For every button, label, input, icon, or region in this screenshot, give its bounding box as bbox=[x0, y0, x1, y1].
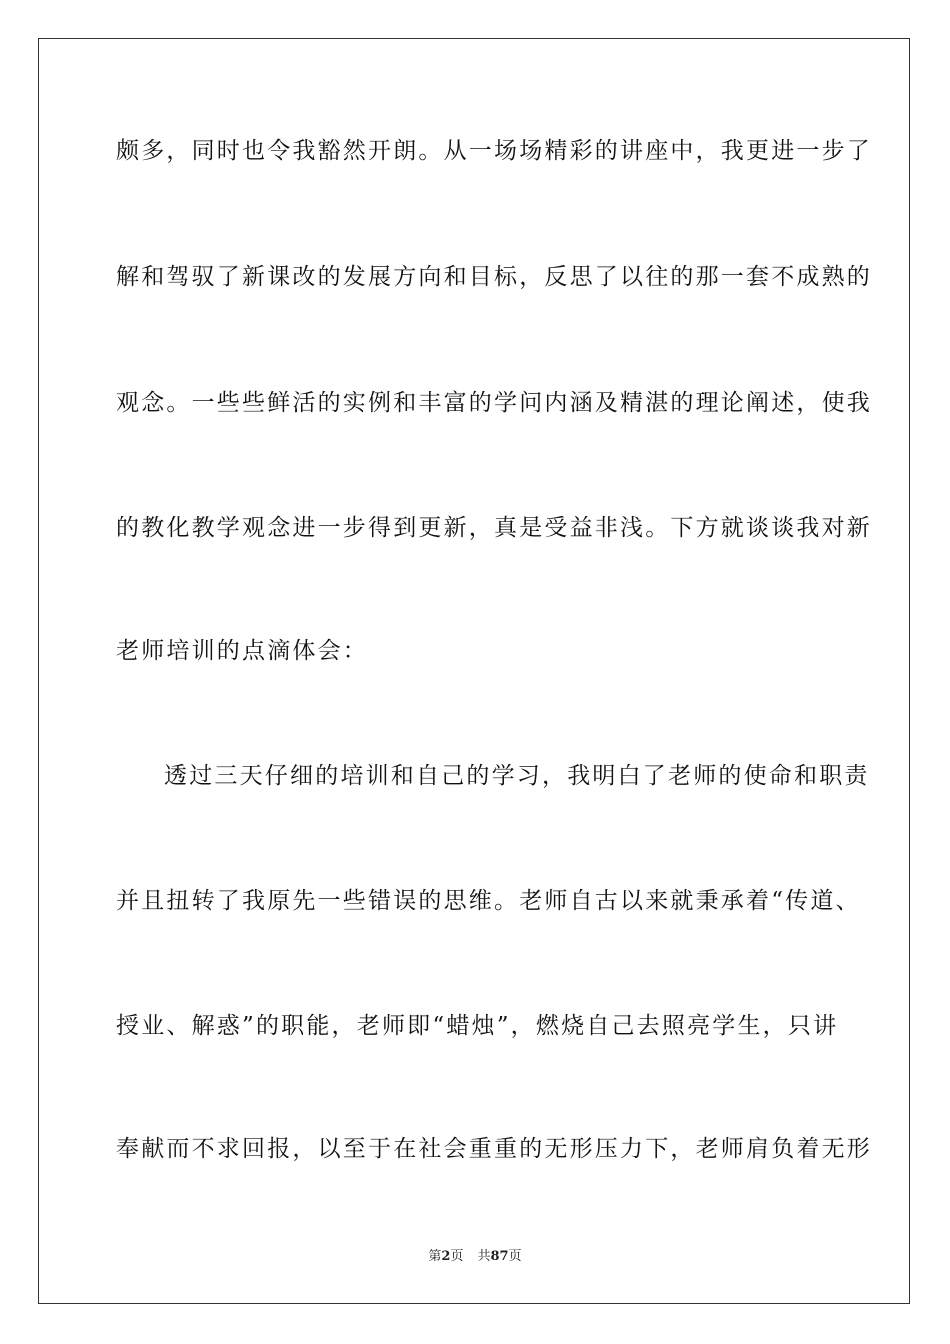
page-border bbox=[38, 38, 910, 1304]
page-prefix: 第 bbox=[428, 1249, 442, 1264]
total-suffix: 页 bbox=[508, 1249, 522, 1264]
paragraph-first-line: 透过三天仔细的培训和自己的学习，我明白了老师的使命和职责 bbox=[164, 763, 870, 789]
text-line: 老师培训的点滴体会： bbox=[116, 638, 368, 664]
page-footer bbox=[0, 1248, 950, 1266]
page-suffix: 页 bbox=[450, 1249, 464, 1264]
text-line: 颇多，同时也令我豁然开朗。从一场场精彩的讲座中，我更进一步了 bbox=[116, 138, 872, 164]
text-line: 解和驾驭了新课改的发展方向和目标，反思了以往的那一套不成熟的 bbox=[116, 264, 872, 290]
total-prefix: 共 bbox=[477, 1249, 491, 1264]
total-pages: 87 bbox=[490, 1249, 509, 1264]
text-line: 奉献而不求回报，以至于在社会重重的无形压力下，老师肩负着无形 bbox=[116, 1136, 872, 1162]
text-line: 并且扭转了我原先一些错误的思维。老师自古以来就秉承着“传道、 bbox=[116, 888, 861, 914]
text-line: 观念。一些些鲜活的实例和丰富的学问内涵及精湛的理论阐述，使我 bbox=[116, 390, 872, 416]
text-line: 的教化教学观念进一步得到更新，真是受益非浅。下方就谈谈我对新 bbox=[116, 515, 872, 541]
page-number: 2 bbox=[441, 1249, 451, 1264]
text-line: 授业、解惑”的职能，老师即“蜡烛”，燃烧自己去照亮学生，只讲 bbox=[116, 1013, 839, 1039]
